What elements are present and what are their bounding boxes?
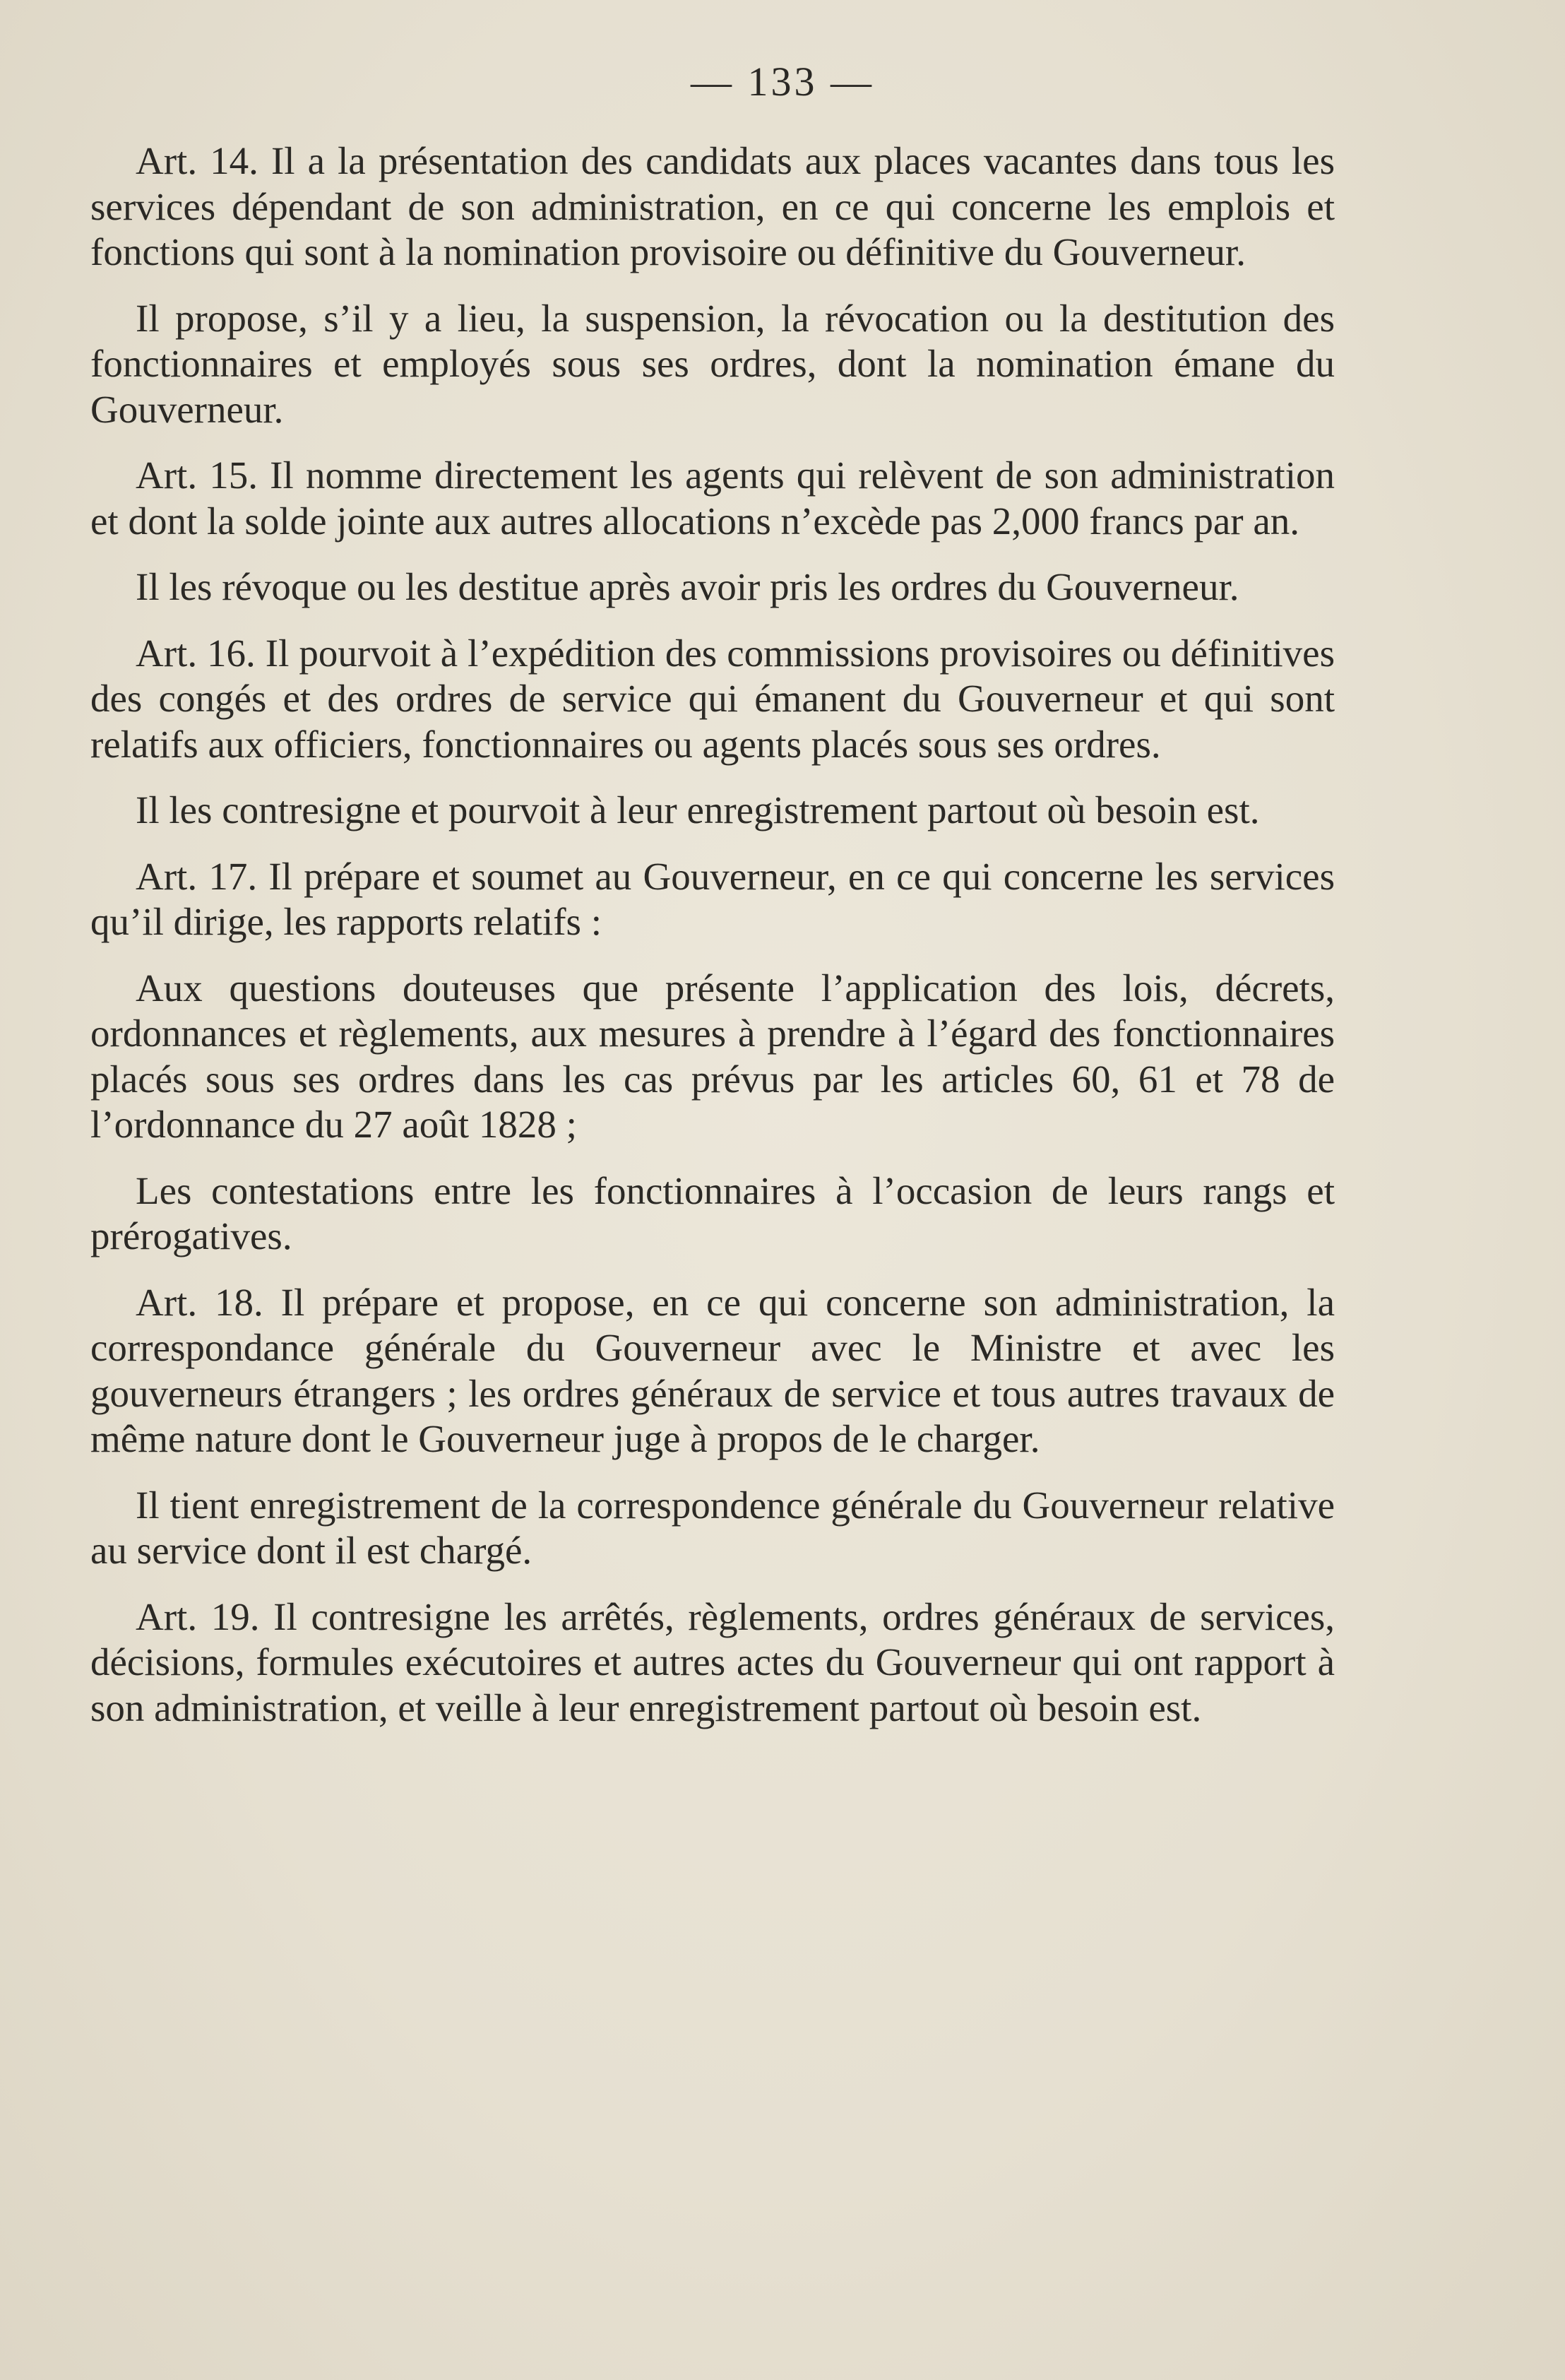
paragraph-art-17-questions: Aux questions douteuses que présente l’application des lois, décrets, ordonnances et règlements, aux mesures à prendre à l’égard des fonctionnaires placés sous ses ordres dans les cas prévus par les articles 60, 61 et 78 de l’ordonnance du 27 août 1828 ; — [90, 966, 1335, 1146]
paragraph-art-18-enregistrement: Il tient enregistrement de la correspondence générale du Gouverneur relative au service dont il est chargé. — [90, 1483, 1335, 1572]
paragraph-art-14: Art. 14. Il a la présentation des candidats aux places vacantes dans tous les services dépendant de son administration, en ce qui concerne les emplois et fonctions qui sont à la nomination provisoire ou définitive du Gouverneur. — [90, 139, 1335, 273]
paragraph-art-16-contresigne: Il les contresigne et pourvoit à leur enregistrement partout où besoin est. — [136, 788, 1260, 831]
paragraph-art-17-contestations: Les contestations entre les fonctionnaires à l’occasion de leurs rangs et prérogatives. — [90, 1168, 1335, 1257]
paragraph-art-17: Art. 17. Il prépare et soumet au Gouverneur, en ce qui concerne les services qu’il dirige, les rapports relatifs : — [90, 854, 1335, 943]
paragraph-art-15-revocation: Il les révoque ou les destitue après avoir pris les ordres du Gouverneur. — [136, 565, 1239, 608]
page-number: — 133 — — [691, 59, 874, 105]
paragraph-art-18: Art. 18. Il prépare et propose, en ce qui concerne son administration, la correspondance générale du Gouverneur avec le Ministre et avec les gouverneurs étrangers ; les ordres généraux de service et tous autres travaux de même nature dont le Gouverneur juge à propos de le charger. — [90, 1280, 1335, 1460]
paragraph-art-16: Art. 16. Il pourvoit à l’expédition des commissions provisoires ou définitives des congés et des ordres de service qui émanent du Gouverneur et qui sont relatifs aux officiers, fonctionnaires ou agents placés sous ses ordres. — [90, 631, 1335, 766]
paragraph-art-15: Art. 15. Il nomme directement les agents qui relèvent de son administration et dont la solde jointe aux autres allocations n’excède pas 2,000 francs par an. — [90, 454, 1335, 543]
paragraph-art-19: Art. 19. Il contresigne les arrêtés, règlements, ordres généraux de services, décisions, formules exécutoires et autres actes du Gouverneur qui ont rapport à son administration, et veille à leur enregistrement partout où besoin est. — [90, 1594, 1335, 1729]
page-body — [90, 138, 1335, 1731]
paragraph-art-14-suspension: Il propose, s’il y a lieu, la suspension, la révocation ou la destitution des fonctionnaires et employés sous ses ordres, dont la nomination émane du Gouverneur. — [90, 296, 1335, 431]
